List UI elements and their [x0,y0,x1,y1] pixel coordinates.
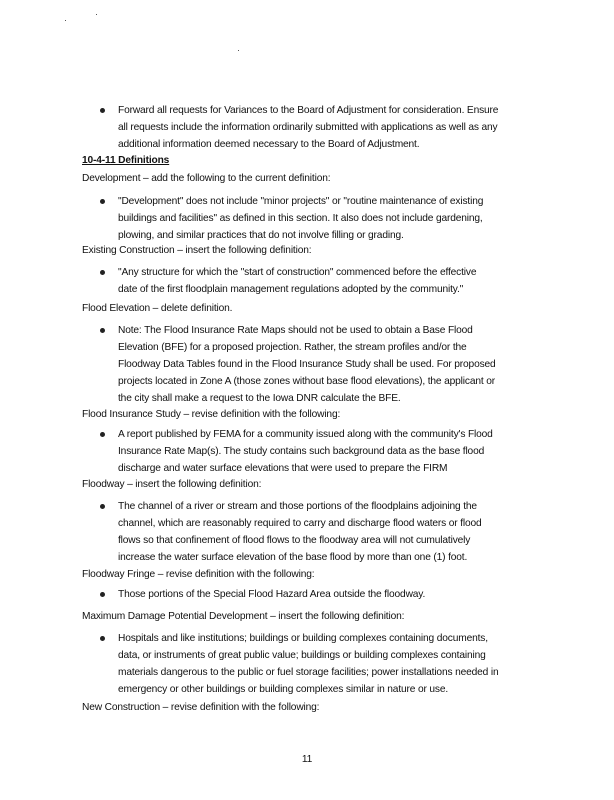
bullet-text-line: Those portions of the Special Flood Hazard Area outside the floodway. [118,589,426,600]
bullet-text-line: flows so that confinement of flood flows to the floodway area will not cumulatively [118,535,471,546]
bullet-icon [100,108,105,113]
bullet-text-line: projects located in Zone A (those zones without base flood elevations), the applicant or [118,376,495,387]
bullet-icon [100,270,105,275]
bullet-text-line: materials dangerous to the public or fuel storage facilities; power installations needed in [118,667,499,678]
bullet-text-line: the city shall make a request to the Iowa DNR calculate the BFE. [118,393,401,404]
definition-term: Floodway – insert the following definition: [82,479,262,490]
bullet-icon [100,504,105,509]
bullet-icon [100,328,105,333]
bullet-text-line: Forward all requests for Variances to the Board of Adjustment for consideration. Ensure [118,105,499,116]
bullet-text-line: channel, which are reasonably required to carry and discharge flood waters or flood [118,518,482,529]
bullet-text-line: date of the first floodplain management regulations adopted by the community." [118,284,464,295]
definition-term: Flood Insurance Study – revise definition with the following: [82,409,341,420]
bullet-text-line: all requests include the information ordinarily submitted with applications as well as any [118,122,498,133]
scan-speck [238,50,239,51]
bullet-text-line: A report published by FEMA for a community issued along with the community's Flood [118,429,493,440]
definition-term: Existing Construction – insert the following definition: [82,245,312,256]
bullet-text-line: Note: The Flood Insurance Rate Maps should not be used to obtain a Base Flood [118,325,473,336]
definition-term: Flood Elevation – delete definition. [82,303,233,314]
definition-term: Development – add the following to the current definition: [82,173,331,184]
scan-speck [65,20,66,21]
scan-speck [96,14,97,15]
bullet-text-line: emergency or other buildings or building complexes similar in nature or use. [118,684,449,695]
bullet-icon [100,432,105,437]
bullet-icon [100,592,105,597]
bullet-text-line: increase the water surface elevation of the base flood by more than one (1) foot. [118,552,468,563]
bullet-text-line: buildings and facilities" as defined in this section. It also does not include gardening, [118,213,483,224]
bullet-text-line: data, or instruments of great public value; buildings or building complexes containing [118,650,486,661]
bullet-icon [100,636,105,641]
section-heading: 10-4-11 Definitions [82,155,170,166]
definition-term: Floodway Fringe – revise definition with the following: [82,569,315,580]
bullet-icon [100,199,105,204]
bullet-text-line: "Any structure for which the "start of construction" commenced before the effective [118,267,477,278]
bullet-text-line: Hospitals and like institutions; buildings or building complexes containing documents, [118,633,488,644]
bullet-text-line: discharge and water surface elevations that were used to prepare the FIRM [118,463,448,474]
bullet-text-line: Floodway Data Tables found in the Flood Insurance Study shall be used. For proposed [118,359,496,370]
definition-term: New Construction – revise definition with the following: [82,702,320,713]
page-number: 11 [301,754,313,765]
bullet-text-line: "Development" does not include "minor projects" or "routine maintenance of existing [118,196,484,207]
bullet-text-line: plowing, and similar practices that do not involve filling or grading. [118,230,404,241]
bullet-text-line: The channel of a river or stream and those portions of the floodplains adjoining the [118,501,477,512]
bullet-text-line: Elevation (BFE) for a proposed projection. Rather, the stream profiles and/or the [118,342,467,353]
bullet-text-line: Insurance Rate Map(s). The study contains such background data as the base flood [118,446,485,457]
bullet-text-line: additional information deemed necessary to the Board of Adjustment. [118,139,420,150]
definition-term: Maximum Damage Potential Development – insert the following definition: [82,611,405,622]
